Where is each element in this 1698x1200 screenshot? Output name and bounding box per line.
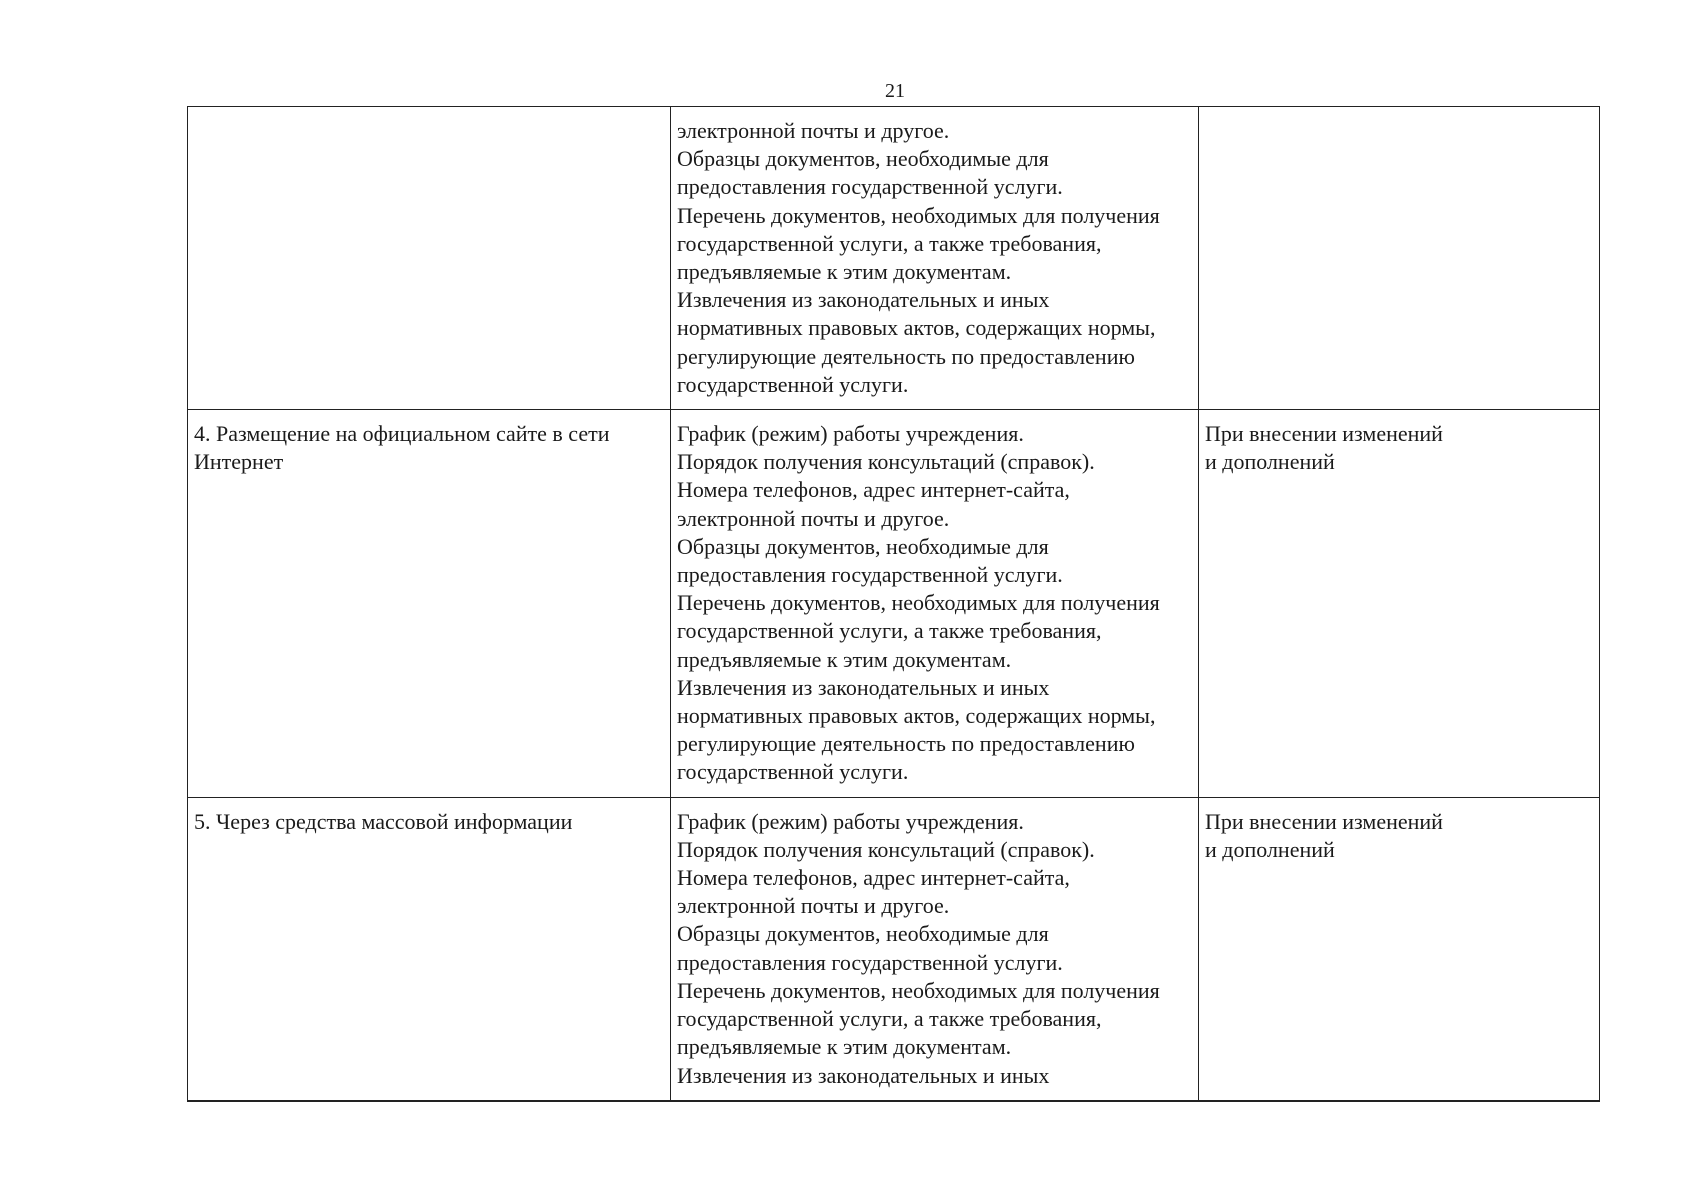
cell-frequency	[1199, 410, 1600, 798]
cell-content	[671, 107, 1199, 410]
table-row	[188, 797, 1600, 1101]
cell-text-line: предоставления государственной услуги.	[677, 949, 1063, 975]
cell-text-line: регулирующие деятельность по предоставлению	[677, 731, 1135, 757]
cell-text-line: При внесении изменений	[1205, 421, 1443, 447]
cell-text-line: государственной услуги, а также требования,	[677, 1006, 1102, 1032]
cell-text-line: государственной услуги, а также требования,	[677, 230, 1102, 256]
cell-frequency	[1199, 107, 1600, 410]
cell-text-line: Номера телефонов, адрес интернет-сайта,	[677, 477, 1070, 503]
cell-text-line: График (режим) работы учреждения.	[677, 808, 1024, 834]
cell-text-line: государственной услуги.	[677, 759, 909, 785]
cell-text-line: нормативных правовых актов, содержащих нормы,	[677, 315, 1156, 341]
cell-text-line: предъявляемые к этим документам.	[677, 1034, 1012, 1060]
cell-text-line: 5. Через средства массовой информации	[194, 808, 573, 834]
table-row	[188, 107, 1600, 410]
cell-text-line: Интернет	[194, 449, 284, 475]
cell-text-line: Перечень документов, необходимых для получения	[677, 977, 1160, 1003]
cell-text-line: предъявляемые к этим документам.	[677, 646, 1012, 672]
cell-content	[671, 797, 1199, 1101]
cell-text-line: Номера телефонов, адрес интернет-сайта,	[677, 865, 1070, 891]
cell-text-line: электронной почты и другое.	[677, 505, 950, 531]
page-number: 21	[885, 80, 905, 102]
cell-text-line: Порядок получения консультаций (справок).	[677, 836, 1095, 862]
cell-text-line: График (режим) работы учреждения.	[677, 421, 1024, 447]
cell-text-line: предоставления государственной услуги.	[677, 174, 1063, 200]
cell-frequency	[1199, 797, 1600, 1101]
cell-text-line: Извлечения из законодательных и иных	[677, 287, 1050, 313]
cell-text-line: предъявляемые к этим документам.	[677, 259, 1012, 285]
cell-text-line: государственной услуги.	[677, 371, 909, 397]
cell-text-line: Образцы документов, необходимые для	[677, 921, 1049, 947]
cell-text-line: предоставления государственной услуги.	[677, 562, 1063, 588]
cell-text-line: государственной услуги, а также требования,	[677, 618, 1102, 644]
cell-text-line: Образцы документов, необходимые для	[677, 533, 1049, 559]
cell-text-line: регулирующие деятельность по предоставлению	[677, 343, 1135, 369]
table-row	[188, 410, 1600, 798]
cell-text-line: При внесении изменений	[1205, 808, 1443, 834]
cell-text-line: электронной почты и другое.	[677, 893, 950, 919]
cell-text-line: Перечень документов, необходимых для получения	[677, 590, 1160, 616]
cell-method	[188, 107, 671, 410]
cell-text-line: Извлечения из законодательных и иных	[677, 1062, 1050, 1088]
cell-content	[671, 410, 1199, 798]
cell-text-line: и дополнений	[1205, 836, 1335, 862]
cell-text-line: 4. Размещение на официальном сайте в сети	[194, 421, 610, 447]
cell-text-line: Образцы документов, необходимые для	[677, 146, 1049, 172]
cell-text-line: нормативных правовых актов, содержащих нормы,	[677, 703, 1156, 729]
cell-text-line: Порядок получения консультаций (справок).	[677, 449, 1095, 475]
cell-text-line: и дополнений	[1205, 449, 1335, 475]
cell-text-line: электронной почты и другое.	[677, 118, 950, 143]
cell-text-line: Извлечения из законодательных и иных	[677, 674, 1050, 700]
cell-text-line: Перечень документов, необходимых для получения	[677, 202, 1160, 228]
info-table	[187, 106, 1600, 1102]
cell-method	[188, 797, 671, 1101]
cell-method	[188, 410, 671, 798]
